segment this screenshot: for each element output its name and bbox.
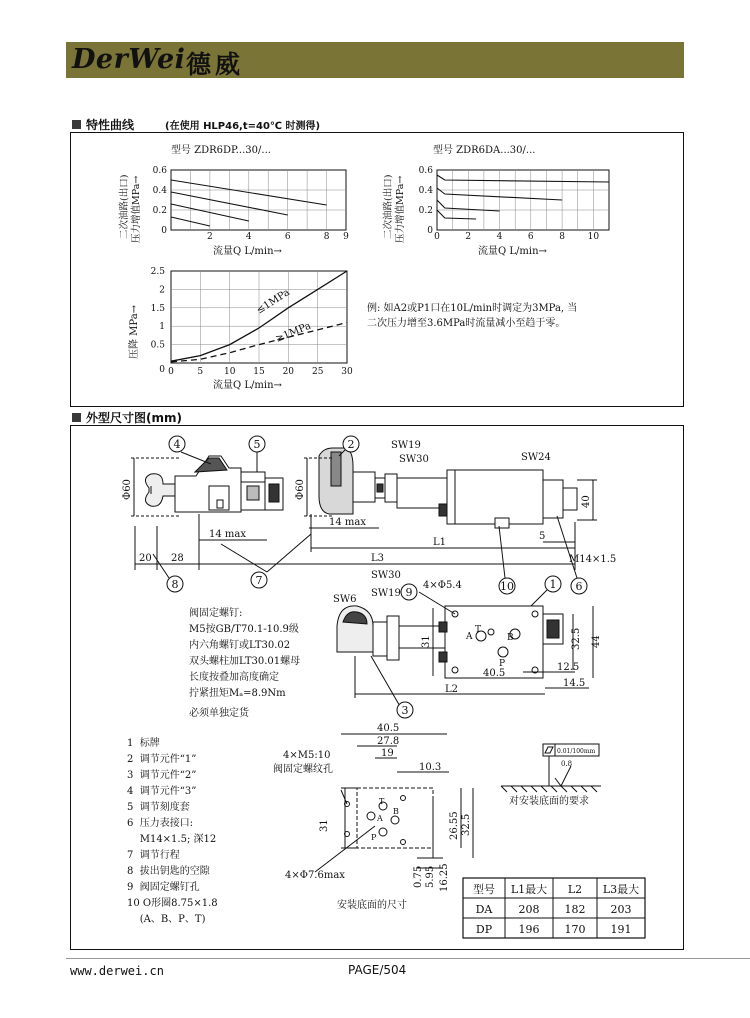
leader-4 [181, 452, 211, 464]
parts-list-item: 1 标牌 [127, 738, 160, 749]
label-dim-L3: L3 [371, 553, 385, 564]
mount-thread-note: 阀固定螺纹孔 [273, 764, 333, 775]
mount-port-b-label: B [393, 807, 399, 816]
footer-url[interactable]: www.derwei.cn [70, 964, 164, 978]
valve-top-port-fill [547, 620, 559, 638]
parts-list-item: (A、B、P、T) [127, 914, 206, 925]
chart-bottom-yticks [151, 267, 166, 375]
parts-list-item: 2 调节元件“1” [127, 754, 197, 765]
label-m14: M14×1.5 [569, 554, 617, 565]
spec-table-cell: DP [475, 923, 493, 936]
mount-holes: 4×Φ7.6max [285, 870, 345, 881]
callout-label: 5 [253, 438, 261, 451]
example-note-line1: 例: 如A2或P1口在10L/min时调定为3MPa, 当 [367, 303, 578, 314]
label-dim-L2: L2 [445, 684, 459, 695]
screw-notes [189, 606, 300, 719]
logo-latin: DerWei [72, 44, 186, 75]
chart-right-xlabel: 流量Q L/min→ [478, 246, 547, 257]
chart-right-ylabel-1: 二次油路(出口) [383, 174, 394, 239]
section-characteristics-heading [72, 116, 320, 133]
gauge-port-sw24 [543, 480, 563, 518]
spec-table-header: L1最大 [510, 883, 548, 896]
tolerance-flat-text: 0.01/100mm [557, 748, 596, 755]
mount-dim-103: 10.3 [419, 762, 442, 773]
chart-left-ytick: 0.2 [152, 206, 167, 216]
callout-label: 6 [575, 580, 583, 593]
mount-port-t-label: T [379, 797, 385, 806]
mount-dim-075: 0.75 [413, 865, 424, 888]
callout-label: 9 [405, 586, 413, 599]
knob-cap-hatch [195, 458, 227, 472]
screw-note-line: 双头螺柱加LT30.01螺母 [189, 656, 301, 667]
chart-bottom-ytick: 1 [159, 322, 165, 333]
callout-label: 10 [500, 580, 514, 593]
valve-top-screw-b [439, 652, 447, 662]
mount-thread: 4×M5:10 [283, 750, 331, 761]
label-phi60-a: Φ60 [122, 479, 133, 500]
chart-right-xtick: 0 [434, 232, 440, 242]
chart-left-xticks [207, 232, 349, 242]
chart-bottom-xticks [168, 367, 353, 377]
label-port-a: A [466, 632, 473, 642]
dimensions-frame [70, 425, 684, 950]
leader-7a [221, 544, 267, 572]
chart-series-line-s1 [437, 175, 609, 182]
label-dim-44: 44 [591, 635, 602, 648]
chart-bottom-xtick: 10 [223, 367, 236, 377]
mount-dim-1625: 16.25 [439, 863, 450, 892]
knob-assembly-left [131, 456, 283, 516]
chart-right-series [437, 175, 609, 219]
logo-cjk: 德威 [186, 50, 245, 79]
label-port-t: T [475, 625, 482, 635]
leader-mount-thread [341, 790, 347, 804]
chart-bottom-ytick: 2 [159, 285, 165, 296]
chart-bottom-xlabel: 流量Q L/min→ [213, 380, 282, 391]
adjust-sleeve [353, 472, 375, 502]
adjust-knob-shade [331, 452, 341, 486]
chart-left-model: 型号 ZDR6DP...30/... [171, 145, 271, 156]
mount-face-outline [357, 788, 433, 848]
mount-face-texts [273, 723, 472, 911]
callout-label: 4 [173, 438, 181, 451]
chart-right-model: 型号 ZDR6DA...30/... [433, 145, 536, 156]
scale-sleeve-thread [247, 486, 259, 500]
callout-label: 7 [255, 574, 263, 587]
valve-side-view [304, 448, 597, 528]
screw-note-line: 阀固定螺钉: [189, 608, 243, 619]
parts-list-item: 3 调节元件“2” [127, 770, 197, 781]
chart-series-line-s4 [437, 210, 476, 219]
mount-dim-405: 40.5 [377, 723, 400, 734]
header-banner [66, 42, 684, 78]
screw-note-line: 拧紧扭矩Mₐ=8.9Nm [189, 688, 286, 699]
chart-right-xtick: 6 [527, 232, 534, 242]
surface-texts [509, 748, 596, 807]
spec-table [473, 882, 639, 936]
label-holes-4x54: 4×Φ5.4 [423, 580, 462, 591]
leader-9 [419, 592, 455, 614]
spec-table-cell: 191 [610, 923, 632, 936]
spec-table-cell: 203 [610, 903, 632, 916]
label-sw19-b: SW19 [371, 588, 401, 599]
label-dim-14max-b: 14 max [329, 517, 366, 528]
chart-right-xtick: 2 [465, 232, 472, 242]
label-phi60-b: Φ60 [295, 479, 306, 500]
surface-caption: 对安装底面的要求 [509, 796, 589, 807]
adjust-nut-fill [377, 484, 383, 492]
callout-label: 3 [401, 704, 409, 717]
mount-port-a-label: A [377, 814, 383, 823]
valve-body [447, 470, 543, 524]
label-dim-31: 31 [421, 635, 432, 648]
mount-dim-325: 32.5 [461, 813, 472, 836]
section-dimensions-heading [72, 409, 182, 426]
parts-list [127, 736, 218, 925]
mount-dim-595: 5.95 [425, 865, 436, 888]
chart-bottom-xtick: 5 [197, 367, 204, 377]
mount-port-b [391, 816, 399, 824]
chart-right-ylabel-2: 压力增值MPa→ [395, 175, 406, 243]
chart-bottom-curve-label-lower: ≥1MPa [274, 320, 313, 345]
tolerance-rough-text: 0.8 [561, 760, 573, 768]
callout-label: 8 [171, 578, 179, 591]
chart-bottom-ytick: 2.5 [150, 267, 165, 277]
valve-port-bottom [495, 518, 509, 528]
mount-face-drawing [341, 734, 473, 868]
chart-left-xtick: 4 [245, 232, 252, 242]
label-sw30-b: SW30 [371, 570, 401, 581]
leader-3 [371, 656, 401, 708]
roughness-icon [555, 766, 571, 786]
chart-right-ytick: 0.2 [418, 206, 433, 216]
chart-bottom-grid [171, 271, 347, 363]
chart-bottom-plot [127, 267, 353, 391]
chart-left-xtick: 9 [343, 232, 349, 242]
chart-right-ytick: 0 [427, 226, 433, 236]
chart-right-ytick: 0.6 [418, 166, 433, 176]
chart-left-xtick: 2 [207, 232, 213, 242]
valve-top-screw-a [439, 622, 447, 632]
chart-bottom-curve-label-upper: ≤1MPa [254, 287, 292, 317]
parts-list-item: M14×1.5; 深12 [127, 834, 217, 845]
chart-left-yticks [153, 166, 168, 236]
spec-table-header: L3最大 [602, 883, 640, 896]
chart-right-plot [382, 166, 609, 257]
mount-dim-278: 27.8 [377, 736, 400, 747]
chart-left-ytick: 0 [161, 226, 167, 236]
callout-label: 2 [347, 438, 355, 451]
chart-right-frame [437, 170, 609, 230]
leader-7b [267, 534, 311, 572]
label-dim-28: 28 [171, 553, 184, 564]
screw-note-line: 长度按叠加高度确定 [189, 672, 279, 683]
label-dim-L1: L1 [433, 537, 447, 548]
bullet-square-icon [72, 120, 81, 129]
section-characteristics-note: (在使用 HLP46,t=40℃ 时测得) [165, 121, 321, 132]
chart-bottom-ytick: 1.5 [150, 303, 165, 314]
section-dimensions-title: 外型尺寸图(mm) [86, 411, 182, 425]
chart-right-grid [437, 170, 609, 230]
parts-list-item: 10 O形圈8.75×1.8 [127, 898, 218, 909]
footer-divider [66, 958, 750, 959]
knob-3-sw19 [373, 622, 387, 656]
chart-bottom-ytick: 0 [159, 365, 165, 375]
mount-dim-31: 31 [319, 819, 330, 832]
chart-right-xtick: 8 [559, 232, 565, 242]
parts-list-item: 6 压力表接口: [127, 818, 194, 829]
mount-port-p [379, 828, 387, 836]
knob-insert-slot [217, 500, 223, 508]
bullet-square-icon [72, 413, 81, 422]
spec-table-cell: DA [475, 903, 493, 916]
spec-table-cell: 170 [564, 923, 586, 936]
label-sw19: SW19 [391, 440, 421, 451]
section-characteristics-title: 特性曲线 [86, 118, 135, 132]
knob-3-sw30 [387, 616, 399, 660]
knob-nut-fill [269, 484, 279, 502]
chart-bottom-xtick: 15 [253, 367, 265, 377]
label-dim-40: 40 [581, 495, 592, 508]
mount-port-p-label: P [371, 833, 377, 842]
mount-port-a [367, 812, 375, 820]
spec-table-header: L2 [567, 883, 583, 896]
label-dim-20: 20 [139, 553, 152, 564]
chart-left-xlabel: 流量Q L/min→ [213, 246, 282, 257]
leader-1 [531, 590, 547, 606]
chart-right-yticks [419, 166, 434, 236]
callout-label: 1 [549, 578, 557, 591]
surface-hatch [501, 786, 597, 792]
example-note-line2: 二次压力增至3.6MPa时流量减小至趋于零。 [367, 318, 566, 329]
valve-screw-left [439, 504, 447, 516]
characteristics-frame [70, 132, 684, 407]
label-port-b: B [507, 633, 514, 643]
mount-thread-hole-3 [401, 796, 406, 801]
screw-note-line: M5按GB/T70.1-10.9级 [189, 624, 299, 635]
chart-right-ytick: 0.4 [418, 186, 433, 196]
parts-list-item: 4 调节元件“3” [127, 786, 197, 797]
label-sw6: SW6 [333, 594, 357, 605]
label-port-p: P [499, 659, 506, 669]
dimensions-svg [71, 426, 683, 949]
chart-right-xticks [434, 232, 599, 242]
leader-8 [153, 554, 169, 578]
gauge-port-thread [563, 488, 577, 510]
chart-bottom-xtick: 0 [168, 367, 174, 377]
chart-left-ytick: 0.4 [152, 186, 167, 196]
parts-list-item: 8 拔出钥匙的空隙 [127, 866, 210, 877]
chart-bottom-xtick: 20 [282, 367, 295, 377]
label-sw30: SW30 [399, 454, 429, 465]
mount-thread-hole-4 [401, 840, 406, 845]
parts-list-item: 9 阀固定螺钉孔 [127, 882, 200, 893]
chart-bottom-ytick: 0.5 [150, 340, 165, 351]
valve-top-view [337, 606, 593, 698]
chart-left-ytick: 0.6 [152, 166, 167, 176]
screw-note-line: 内六角螺钉或LT30.02 [189, 640, 291, 651]
chart-left-grid [171, 170, 346, 230]
chart-left-ylabel-1: 二次油路(出口) [119, 174, 130, 239]
label-dim-125: 12.5 [557, 662, 580, 673]
chart-bottom-xtick: 25 [311, 367, 324, 377]
screw-note-line: 必须单独定货 [189, 708, 249, 719]
key-drawing [145, 474, 175, 507]
spec-table-cell: 182 [564, 903, 586, 916]
characteristics-svg [71, 133, 683, 406]
chart-left-xtick: 6 [284, 232, 291, 242]
spec-table-cell: 196 [518, 923, 540, 936]
label-dim-14max-a: 14 max [209, 529, 246, 540]
parts-list-item: 7 调节行程 [127, 850, 180, 861]
chart-right-xtick: 4 [496, 232, 503, 242]
mount-dim-2655: 26.55 [449, 811, 460, 840]
label-dim-405: 40.5 [483, 668, 506, 679]
chart-left-xtick: 8 [323, 232, 330, 242]
leader-6 [557, 516, 577, 578]
label-dim-5: 5 [539, 531, 546, 542]
chart-bottom-xtick: 30 [341, 367, 353, 377]
spec-table-header: 型号 [473, 883, 495, 896]
mount-dim-19: 19 [381, 748, 394, 759]
mount-caption: 安装底面的尺寸 [337, 900, 407, 911]
chart-left-frame [171, 170, 346, 230]
spec-table-cell: 208 [518, 903, 540, 916]
chart-bottom-ylabel: 压降 MPa→ [129, 304, 140, 359]
chart-right-xtick: 10 [587, 232, 600, 242]
label-sw24: SW24 [521, 452, 551, 463]
chart-left-ylabel-2: 压力增值MPa→ [131, 175, 142, 243]
parts-list-item: 5 调节刻度套 [127, 802, 190, 813]
chart-left-plot [118, 166, 349, 257]
adjust-nut-sw30 [385, 474, 397, 502]
leader-10 [499, 526, 505, 578]
label-dim-145: 14.5 [563, 678, 586, 689]
footer-page-number: PAGE/504 [348, 963, 407, 977]
label-dim-325: 32.5 [571, 627, 582, 650]
